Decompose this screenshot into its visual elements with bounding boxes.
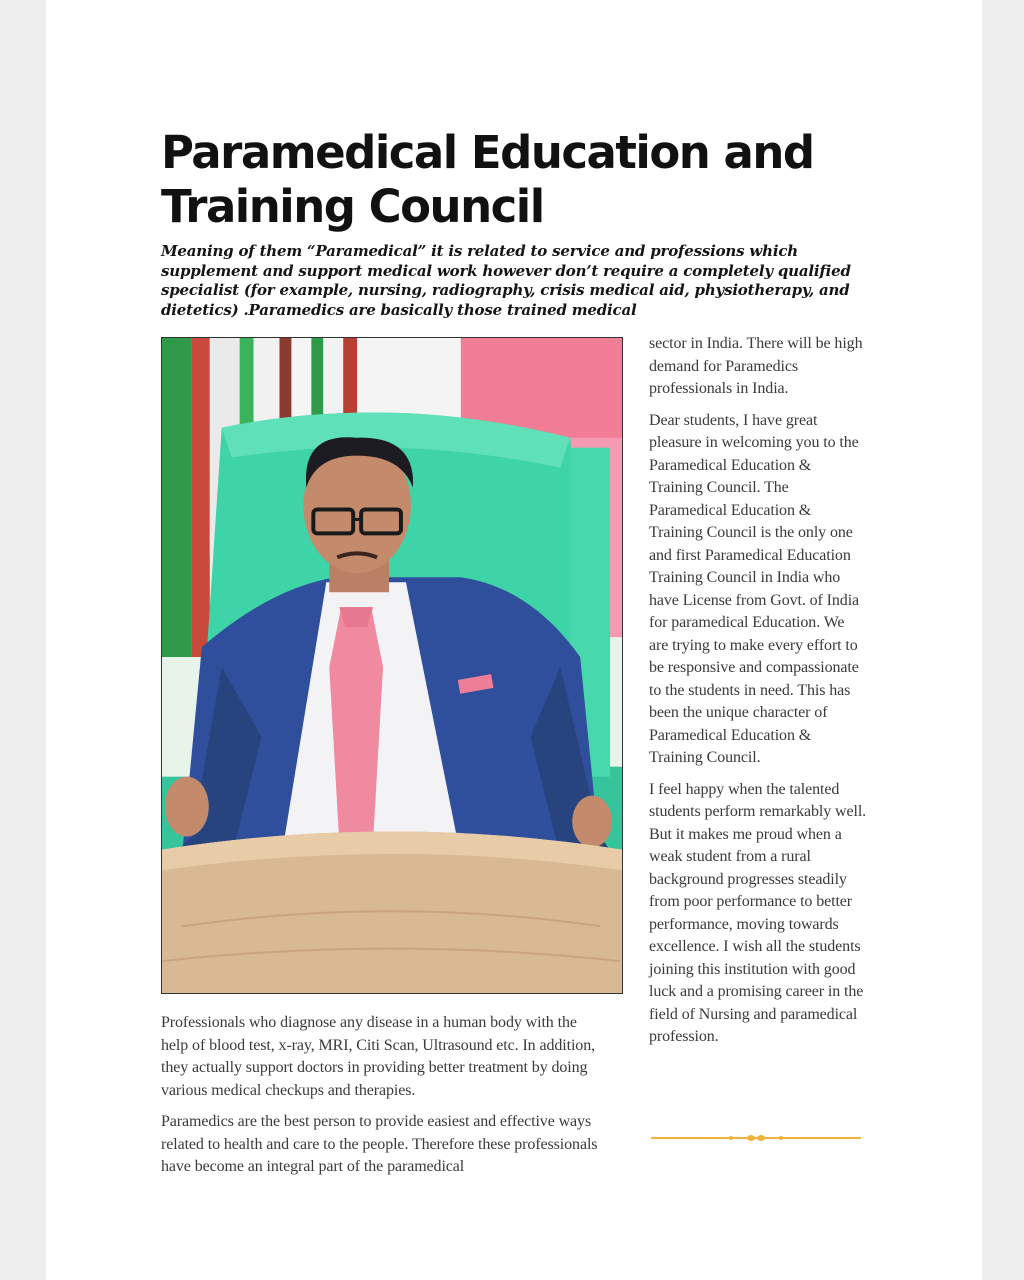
ornament-divider-icon <box>651 1130 861 1146</box>
portrait-photo <box>161 337 623 994</box>
right-paragraph-2: Dear students, I have great pleasure in welcoming you to the Paramedical Education & Training Council. The Paramedical Education & Training Council is the only one and first Paramedical Education Training Council in India who have License from Govt. of India for paramedical Education. We are trying to make every effort to be responsive and compassionate to the students in need. This has been the unique character of Paramedical Education & Training Council. <box>649 411 860 766</box>
article-intro: Meaning of them “Paramedical” it is related to service and professions which supplement and support medical work however don’t require a completely qualified specialist (for example, nursing, radiography, crisis medical aid, physiotherapy, and dietetics) .Paramedics are basically those trained medical <box>161 242 851 319</box>
document-page <box>46 0 982 1280</box>
right-paragraph-1: sector in India. There will be high demand for Paramedics professionals in India. <box>649 335 863 397</box>
left-column-text <box>161 1012 601 1188</box>
article-title: Paramedical Education and Training Council <box>161 126 814 233</box>
right-paragraph-3: I feel happy when the talented students perform remarkably well. But it makes me proud when a weak student from a rural background progresses steadily from poor performance to better performance, moving towards excellence. I wish all the students joining this institution with good luck and a promising career in the field of Nursing and paramedical profession. <box>649 780 867 1045</box>
left-paragraph-2: Paramedics are the best person to provide easiest and effective ways related to health and care to the people. Therefore these professionals have become an integral part of the paramedical <box>161 1113 598 1175</box>
right-column-text <box>649 333 867 1058</box>
left-paragraph-1: Professionals who diagnose any disease in a human body with the help of blood test, x-ray, MRI, Citi Scan, Ultrasound etc. In addition, they actually support doctors in providing better treatment by doing various medical checkups and therapies. <box>161 1014 596 1099</box>
